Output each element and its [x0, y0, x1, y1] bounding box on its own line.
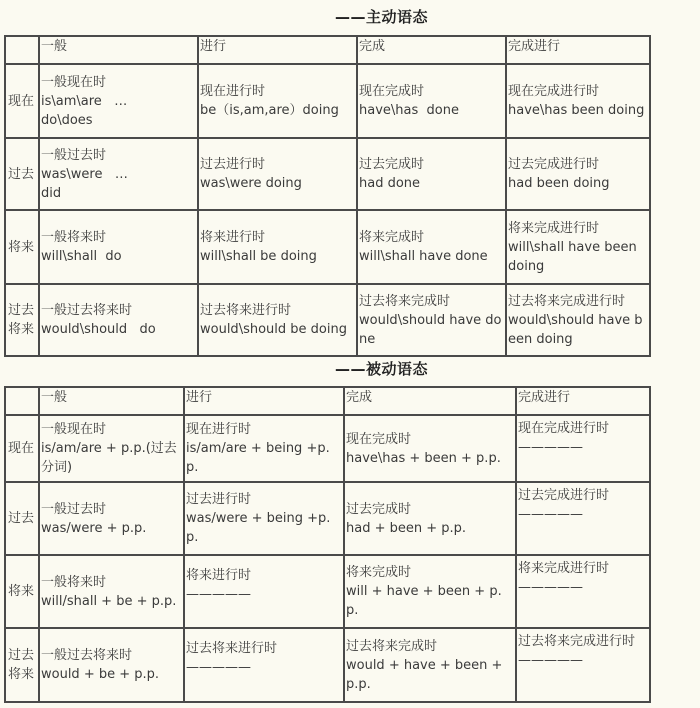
row-label: 过去将来 — [5, 628, 39, 702]
tense-cell: 一般过去将来时 would + be + p.p. — [39, 628, 184, 702]
passive-voice-table — [4, 386, 651, 703]
tense-cell: 现在完成进行时 have\has been doing — [506, 64, 650, 138]
tense-cell: 现在完成进行时 ————— — [516, 415, 650, 482]
tense-cell: 将来完成进行时 will\shall have been doing — [506, 210, 650, 284]
active-voice-table — [4, 35, 651, 357]
tense-cell: 将来进行时 ————— — [184, 555, 344, 628]
row-label: 现在 — [5, 64, 39, 138]
header-simple: 一般 — [39, 387, 184, 415]
tense-cell: 过去将来完成进行时 would\should have been doing — [506, 284, 650, 356]
tense-cell: 过去完成时 had done — [357, 138, 506, 210]
header-simple: 一般 — [39, 36, 198, 64]
tense-cell: 将来完成时 will\shall have done — [357, 210, 506, 284]
tense-cell: 过去进行时 was/were + being +p.p. — [184, 482, 344, 555]
tense-cell: 过去将来完成进行时 ————— — [516, 628, 650, 702]
tense-cell: 一般过去时 was/were + p.p. — [39, 482, 184, 555]
tense-cell: 现在完成时 have\has + been + p.p. — [344, 415, 516, 482]
header-perfect: 完成 — [344, 387, 516, 415]
tense-cell: 现在进行时 is/am/are + being +p.p. — [184, 415, 344, 482]
tense-cell: 一般过去时 was\were … did — [39, 138, 198, 210]
tense-cell: 将来完成时 will + have + been + p.p. — [344, 555, 516, 628]
tense-cell: 过去完成进行时 had been doing — [506, 138, 650, 210]
table-row — [5, 482, 650, 555]
tense-cell: 一般现在时 is\am\are … do\does — [39, 64, 198, 138]
tense-cell: 过去将来完成时 would + have + been + p.p. — [344, 628, 516, 702]
passive-voice-title: ——被动语态 — [335, 360, 429, 378]
row-label: 过去 — [5, 138, 39, 210]
tense-cell: 一般过去将来时 would\should do — [39, 284, 198, 356]
tense-cell: 一般现在时 is/am/are + p.p.(过去分词) — [39, 415, 184, 482]
header-perfect-progressive: 完成进行 — [516, 387, 650, 415]
table-row — [5, 415, 650, 482]
row-label: 将来 — [5, 555, 39, 628]
passive-header-row — [5, 387, 650, 415]
tense-cell: 一般将来时 will/shall + be + p.p. — [39, 555, 184, 628]
table-row — [5, 138, 650, 210]
tense-cell: 现在完成时 have\has done — [357, 64, 506, 138]
header-perfect-progressive: 完成进行 — [506, 36, 650, 64]
table-row — [5, 64, 650, 138]
active-voice-title: ——主动语态 — [335, 8, 429, 26]
row-label: 过去 — [5, 482, 39, 555]
table-row — [5, 284, 650, 356]
tense-cell: 将来完成进行时 ————— — [516, 555, 650, 628]
header-perfect: 完成 — [357, 36, 506, 64]
tense-cell: 将来进行时 will\shall be doing — [198, 210, 357, 284]
row-label: 过去将来 — [5, 284, 39, 356]
corner-cell — [5, 36, 39, 64]
table-row — [5, 210, 650, 284]
row-label: 现在 — [5, 415, 39, 482]
tense-cell: 过去将来进行时 ————— — [184, 628, 344, 702]
row-label: 将来 — [5, 210, 39, 284]
header-progressive: 进行 — [184, 387, 344, 415]
tense-cell: 过去将来进行时 would\should be doing — [198, 284, 357, 356]
corner-cell — [5, 387, 39, 415]
table-row — [5, 555, 650, 628]
tense-cell: 过去进行时 was\were doing — [198, 138, 357, 210]
table-row — [5, 628, 650, 702]
header-progressive: 进行 — [198, 36, 357, 64]
tense-cell: 过去完成进行时 ————— — [516, 482, 650, 555]
tense-cell: 过去将来完成时 would\should have done — [357, 284, 506, 356]
tense-cell: 过去完成时 had + been + p.p. — [344, 482, 516, 555]
tense-cell: 一般将来时 will\shall do — [39, 210, 198, 284]
active-header-row — [5, 36, 650, 64]
tense-cell: 现在进行时 be（is,am,are）doing — [198, 64, 357, 138]
